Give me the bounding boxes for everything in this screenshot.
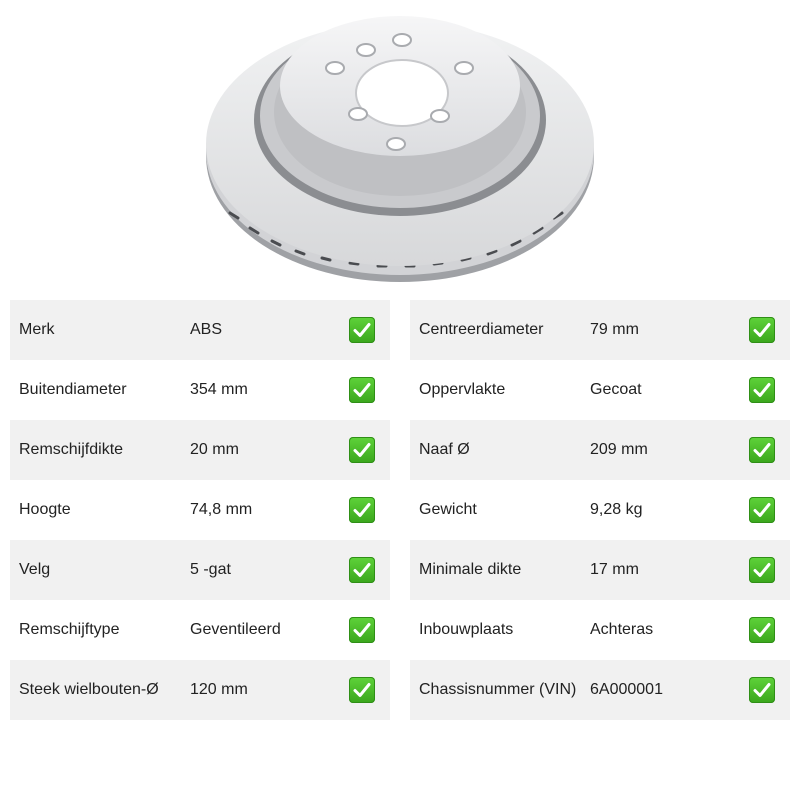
spec-row [410, 360, 790, 420]
spec-label: Buitendiameter [19, 381, 127, 398]
spec-value: 79 mm [590, 321, 639, 338]
check-icon [749, 377, 775, 403]
spec-label: Oppervlakte [419, 381, 506, 398]
spec-value: 209 mm [590, 441, 648, 458]
spec-row [410, 660, 790, 720]
check-icon [349, 617, 375, 643]
spec-value: 354 mm [190, 381, 248, 398]
check-icon [349, 677, 375, 703]
spec-row [410, 480, 790, 540]
spec-label: Velg [19, 561, 51, 578]
spec-value: 5 -gat [190, 561, 231, 578]
spec-table-right [410, 300, 790, 720]
check-icon [349, 317, 375, 343]
spec-row [410, 540, 790, 600]
spec-row [10, 540, 390, 600]
spec-label: Inbouwplaats [419, 621, 514, 638]
check-icon [749, 437, 775, 463]
spec-value: 9,28 kg [590, 501, 643, 518]
spec-row [10, 360, 390, 420]
spec-value: 120 mm [190, 681, 248, 698]
spec-label: Steek wielbouten-Ø [19, 681, 159, 698]
check-icon [749, 497, 775, 523]
spec-value: Achteras [590, 621, 654, 638]
check-icon [349, 437, 375, 463]
spec-label: Merk [19, 321, 55, 338]
spec-value: Gecoat [590, 381, 642, 398]
check-icon [349, 557, 375, 583]
spec-value: ABS [190, 321, 223, 338]
check-icon [749, 317, 775, 343]
check-icon [749, 617, 775, 643]
spec-label: Centreerdiameter [419, 321, 544, 338]
spec-label: Naaf Ø [419, 441, 470, 458]
spec-row [10, 300, 390, 360]
spec-value: 20 mm [190, 441, 239, 458]
spec-row [10, 420, 390, 480]
spec-row [410, 300, 790, 360]
check-icon [349, 497, 375, 523]
check-icon [749, 557, 775, 583]
spec-value: 74,8 mm [190, 501, 253, 518]
spec-row [410, 420, 790, 480]
spec-value: Geventileerd [190, 621, 281, 638]
spec-row [10, 660, 390, 720]
spec-label: Minimale dikte [419, 561, 522, 578]
check-icon [349, 377, 375, 403]
spec-label: Hoogte [19, 501, 71, 518]
check-icon [749, 677, 775, 703]
spec-label: Remschijftype [19, 621, 120, 638]
spec-label: Gewicht [419, 501, 477, 518]
spec-table-left [10, 300, 390, 720]
spec-value: 6A000001 [590, 681, 663, 698]
spec-label: Remschijfdikte [19, 441, 124, 458]
spec-value: 17 mm [590, 561, 639, 578]
brake-disc-image [190, 8, 610, 292]
spec-label: Chassisnummer (VIN) [419, 681, 577, 698]
spec-row [410, 600, 790, 660]
spec-row [10, 600, 390, 660]
spec-row [10, 480, 390, 540]
